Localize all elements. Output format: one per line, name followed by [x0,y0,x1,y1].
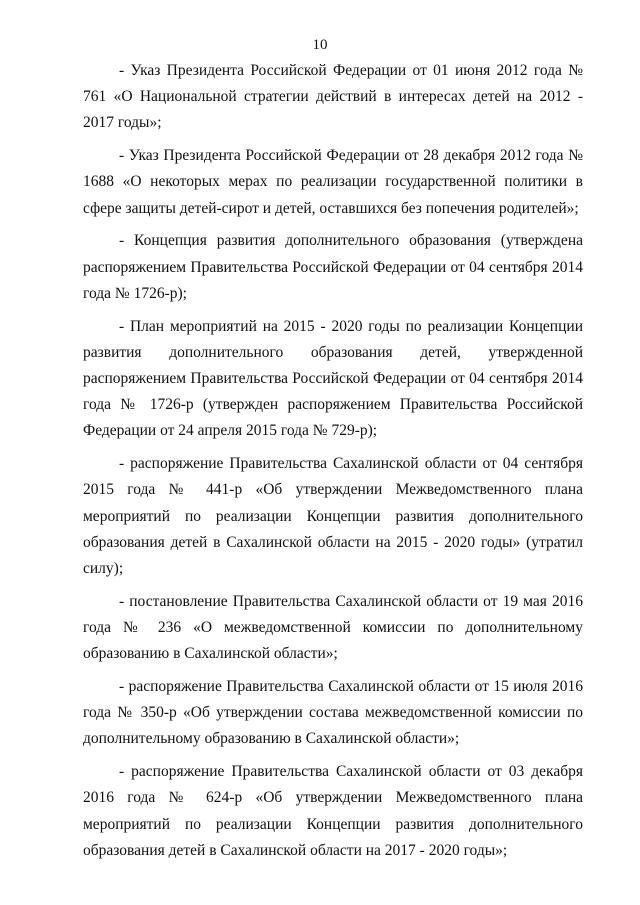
document-body [83,58,583,871]
paragraph-4: - План мероприятий на 2015 - 2020 годы по реализации Концепции развития дополнительного образования детей, утвержденной распоряжением Правительства Российской Федерации от 04 сентября 2014 года № 1726-р (утвержден распоряжением Правительства Российской Федерации от 24 апреля 2015 года № 729-р); [83,317,583,440]
paragraph-7: - распоряжение Правительства Сахалинской области от 15 июля 2016 года № 350-р «Об утверждении состава межведомственной комиссии по дополнительному образованию в Сахалинской области»; [83,678,583,748]
paragraph-8: - распоряжение Правительства Сахалинской области от 03 декабря 2016 года № 624-р «Об утверждении Межведомственного плана мероприятий по реализации Концепции развития дополнительного образования детей в Сахалинской области на 2017 - 2020 годы»; [83,763,583,859]
paragraph-1: - Указ Президента Российской Федерации от 01 июня 2012 года № 761 «О Национальной стратегии действий в интересах детей на 2012 - 2017 годы»; [83,62,583,132]
paragraph-6: - постановление Правительства Сахалинской области от 19 мая 2016 года № 236 «О межведомственной комиссии по дополнительному образованию в Сахалинской области»; [83,592,583,663]
paragraph-3: - Концепция развития дополнительного образования (утверждена распоряжением Правительства Российской Федерации от 04 сентября 2014 года № 1726-р); [83,232,583,302]
paragraph-5: - распоряжение Правительства Сахалинской области от 04 сентября 2015 года № 441-р «Об утверждении Межведомственного плана мероприятий по реализации Концепции развития дополнительного образования детей в Сахалинской области на 2015 - 2020 годы» (утратил силу); [83,455,583,578]
page-number: 10 [312,37,328,53]
paragraph-2: - Указ Президента Российской Федерации от 28 декабря 2012 года № 1688 «О некоторых мерах по реализации государственной политики в сфере защиты детей-сирот и детей, оставшихся без попечения родителей»; [83,147,583,217]
